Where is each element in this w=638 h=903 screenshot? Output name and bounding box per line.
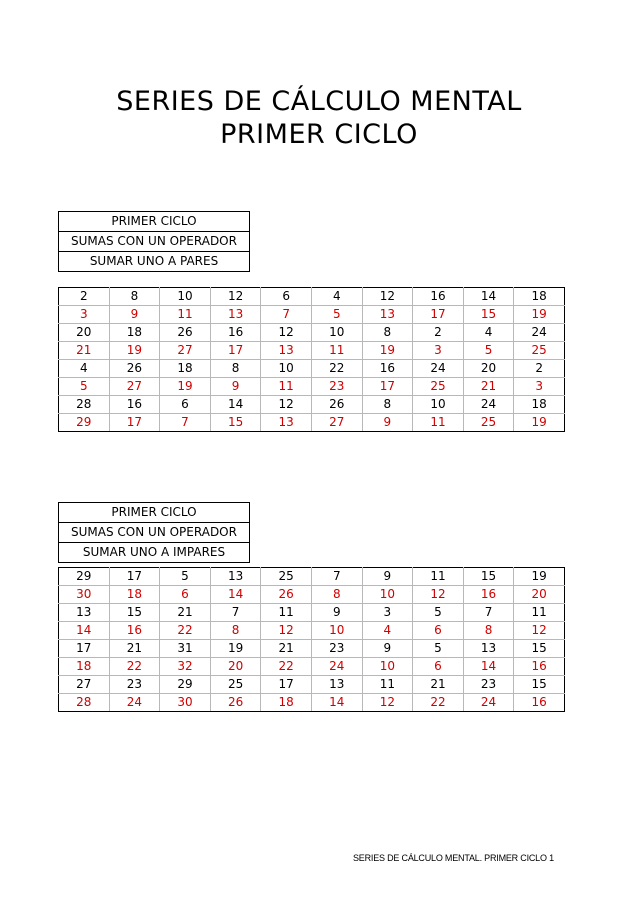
- grid-cell: 12: [261, 396, 312, 414]
- grid-row: [59, 586, 565, 604]
- grid-row: [59, 324, 565, 342]
- grid-cell: 21: [463, 378, 514, 396]
- grid-cell: 8: [311, 586, 362, 604]
- grid-cell: 28: [59, 396, 110, 414]
- grid-cell: 5: [413, 640, 464, 658]
- grid-cell: 16: [463, 586, 514, 604]
- grid-cell: 7: [311, 568, 362, 586]
- grid-row: [59, 640, 565, 658]
- grid-cell: 16: [514, 694, 565, 712]
- grid-cell: 26: [210, 694, 261, 712]
- grid-cell: 18: [514, 288, 565, 306]
- grid-cell: 17: [261, 676, 312, 694]
- grid-cell: 10: [311, 324, 362, 342]
- grid-cell: 3: [362, 604, 413, 622]
- grid-cell: 9: [362, 568, 413, 586]
- grid-cell: 32: [160, 658, 211, 676]
- grid-cell: 11: [261, 378, 312, 396]
- grid-cell: 19: [514, 568, 565, 586]
- grid-cell: 6: [413, 658, 464, 676]
- header-rule: SUMAR UNO A PARES: [59, 252, 250, 272]
- grid-cell: 13: [59, 604, 110, 622]
- grid-row: [59, 604, 565, 622]
- grid-cell: 2: [514, 360, 565, 378]
- grid-cell: 24: [463, 396, 514, 414]
- grid-cell: 11: [413, 414, 464, 432]
- grid-cell: 7: [210, 604, 261, 622]
- grid-cell: 5: [160, 568, 211, 586]
- grid-cell: 7: [261, 306, 312, 324]
- grid-cell: 29: [59, 414, 110, 432]
- grid-cell: 23: [311, 640, 362, 658]
- grid-cell: 8: [362, 396, 413, 414]
- grid-cell: 19: [362, 342, 413, 360]
- grid-cell: 25: [463, 414, 514, 432]
- grid-cell: 26: [311, 396, 362, 414]
- section-2-number-grid: [58, 567, 565, 712]
- grid-cell: 3: [59, 306, 110, 324]
- grid-cell: 9: [109, 306, 160, 324]
- grid-cell: 22: [413, 694, 464, 712]
- grid-cell: 9: [362, 414, 413, 432]
- grid-cell: 9: [362, 640, 413, 658]
- grid-cell: 17: [109, 568, 160, 586]
- grid-cell: 6: [160, 586, 211, 604]
- grid-cell: 18: [160, 360, 211, 378]
- grid-cell: 7: [160, 414, 211, 432]
- grid-cell: 24: [413, 360, 464, 378]
- grid-cell: 7: [463, 604, 514, 622]
- header-operation: SUMAS CON UN OPERADOR: [59, 232, 250, 252]
- grid-cell: 27: [160, 342, 211, 360]
- grid-cell: 15: [109, 604, 160, 622]
- grid-row: [59, 306, 565, 324]
- grid-cell: 10: [413, 396, 464, 414]
- grid-row: [59, 288, 565, 306]
- grid-cell: 18: [59, 658, 110, 676]
- grid-cell: 27: [311, 414, 362, 432]
- grid-cell: 14: [311, 694, 362, 712]
- grid-cell: 13: [210, 568, 261, 586]
- grid-cell: 21: [261, 640, 312, 658]
- grid-cell: 14: [463, 658, 514, 676]
- grid-cell: 5: [413, 604, 464, 622]
- grid-cell: 19: [160, 378, 211, 396]
- grid-row: [59, 342, 565, 360]
- grid-cell: 6: [261, 288, 312, 306]
- grid-cell: 15: [463, 568, 514, 586]
- grid-cell: 26: [261, 586, 312, 604]
- grid-cell: 9: [311, 604, 362, 622]
- grid-cell: 30: [59, 586, 110, 604]
- grid-cell: 22: [160, 622, 211, 640]
- grid-cell: 2: [413, 324, 464, 342]
- grid-cell: 28: [59, 694, 110, 712]
- grid-row: [59, 378, 565, 396]
- grid-cell: 17: [413, 306, 464, 324]
- grid-cell: 16: [514, 658, 565, 676]
- grid-cell: 4: [362, 622, 413, 640]
- grid-cell: 12: [362, 288, 413, 306]
- grid-cell: 17: [210, 342, 261, 360]
- grid-row: [59, 622, 565, 640]
- grid-cell: 4: [311, 288, 362, 306]
- grid-cell: 10: [160, 288, 211, 306]
- grid-cell: 2: [59, 288, 110, 306]
- grid-cell: 6: [160, 396, 211, 414]
- grid-cell: 12: [261, 324, 312, 342]
- grid-cell: 13: [261, 414, 312, 432]
- grid-cell: 21: [59, 342, 110, 360]
- grid-cell: 24: [514, 324, 565, 342]
- grid-cell: 13: [210, 306, 261, 324]
- grid-cell: 5: [311, 306, 362, 324]
- grid-cell: 27: [59, 676, 110, 694]
- grid-cell: 26: [160, 324, 211, 342]
- header-cycle: PRIMER CICLO: [59, 503, 250, 523]
- grid-cell: 16: [109, 396, 160, 414]
- grid-cell: 24: [463, 694, 514, 712]
- grid-cell: 19: [514, 306, 565, 324]
- page-title: SERIES DE CÁLCULO MENTAL: [116, 86, 522, 117]
- grid-cell: 16: [210, 324, 261, 342]
- grid-cell: 4: [463, 324, 514, 342]
- grid-cell: 3: [514, 378, 565, 396]
- grid-cell: 11: [413, 568, 464, 586]
- grid-cell: 10: [362, 658, 413, 676]
- grid-cell: 30: [160, 694, 211, 712]
- grid-cell: 19: [210, 640, 261, 658]
- grid-cell: 8: [463, 622, 514, 640]
- grid-cell: 18: [109, 324, 160, 342]
- grid-cell: 25: [413, 378, 464, 396]
- grid-cell: 5: [59, 378, 110, 396]
- grid-cell: 23: [463, 676, 514, 694]
- grid-cell: 16: [413, 288, 464, 306]
- header-operation: SUMAS CON UN OPERADOR: [59, 523, 250, 543]
- grid-cell: 11: [261, 604, 312, 622]
- grid-cell: 18: [261, 694, 312, 712]
- grid-cell: 18: [109, 586, 160, 604]
- grid-cell: 21: [109, 640, 160, 658]
- grid-cell: 20: [514, 586, 565, 604]
- grid-cell: 12: [514, 622, 565, 640]
- grid-cell: 24: [109, 694, 160, 712]
- grid-cell: 16: [109, 622, 160, 640]
- grid-cell: 24: [311, 658, 362, 676]
- grid-cell: 14: [59, 622, 110, 640]
- grid-row: [59, 360, 565, 378]
- grid-cell: 10: [311, 622, 362, 640]
- grid-cell: 12: [210, 288, 261, 306]
- section-2-header: [58, 502, 250, 563]
- grid-cell: 17: [362, 378, 413, 396]
- grid-cell: 22: [311, 360, 362, 378]
- grid-cell: 26: [109, 360, 160, 378]
- grid-cell: 21: [160, 604, 211, 622]
- grid-cell: 9: [210, 378, 261, 396]
- grid-cell: 11: [311, 342, 362, 360]
- grid-row: [59, 658, 565, 676]
- grid-cell: 13: [362, 306, 413, 324]
- grid-cell: 22: [109, 658, 160, 676]
- grid-cell: 11: [514, 604, 565, 622]
- grid-cell: 29: [59, 568, 110, 586]
- grid-cell: 15: [463, 306, 514, 324]
- grid-cell: 16: [362, 360, 413, 378]
- grid-cell: 13: [463, 640, 514, 658]
- grid-cell: 15: [210, 414, 261, 432]
- grid-cell: 8: [210, 622, 261, 640]
- grid-cell: 11: [362, 676, 413, 694]
- grid-cell: 15: [514, 640, 565, 658]
- grid-cell: 25: [261, 568, 312, 586]
- grid-cell: 29: [160, 676, 211, 694]
- grid-cell: 22: [261, 658, 312, 676]
- grid-cell: 12: [362, 694, 413, 712]
- section-1-header: [58, 211, 250, 272]
- grid-cell: 25: [210, 676, 261, 694]
- grid-cell: 14: [210, 586, 261, 604]
- grid-cell: 10: [261, 360, 312, 378]
- grid-cell: 21: [413, 676, 464, 694]
- header-cycle: PRIMER CICLO: [59, 212, 250, 232]
- grid-row: [59, 694, 565, 712]
- grid-cell: 18: [514, 396, 565, 414]
- grid-cell: 20: [59, 324, 110, 342]
- grid-cell: 10: [362, 586, 413, 604]
- grid-cell: 12: [261, 622, 312, 640]
- grid-cell: 5: [463, 342, 514, 360]
- page-subtitle: PRIMER CICLO: [220, 119, 418, 150]
- grid-cell: 14: [210, 396, 261, 414]
- grid-cell: 13: [311, 676, 362, 694]
- grid-cell: 15: [514, 676, 565, 694]
- grid-cell: 17: [59, 640, 110, 658]
- grid-cell: 4: [59, 360, 110, 378]
- grid-cell: 23: [109, 676, 160, 694]
- grid-cell: 20: [210, 658, 261, 676]
- header-rule: SUMAR UNO A IMPARES: [59, 543, 250, 563]
- grid-cell: 12: [413, 586, 464, 604]
- grid-cell: 25: [514, 342, 565, 360]
- grid-row: [59, 568, 565, 586]
- grid-cell: 19: [514, 414, 565, 432]
- grid-cell: 27: [109, 378, 160, 396]
- grid-cell: 17: [109, 414, 160, 432]
- grid-cell: 11: [160, 306, 211, 324]
- grid-cell: 20: [463, 360, 514, 378]
- grid-cell: 13: [261, 342, 312, 360]
- page-footer: SERIES DE CÁLCULO MENTAL. PRIMER CICLO 1: [353, 853, 554, 863]
- section-1-number-grid: [58, 287, 565, 432]
- grid-cell: 8: [362, 324, 413, 342]
- grid-cell: 19: [109, 342, 160, 360]
- grid-cell: 14: [463, 288, 514, 306]
- grid-cell: 3: [413, 342, 464, 360]
- grid-cell: 23: [311, 378, 362, 396]
- grid-cell: 31: [160, 640, 211, 658]
- grid-row: [59, 414, 565, 432]
- grid-cell: 8: [210, 360, 261, 378]
- grid-row: [59, 396, 565, 414]
- grid-cell: 8: [109, 288, 160, 306]
- grid-row: [59, 676, 565, 694]
- grid-cell: 6: [413, 622, 464, 640]
